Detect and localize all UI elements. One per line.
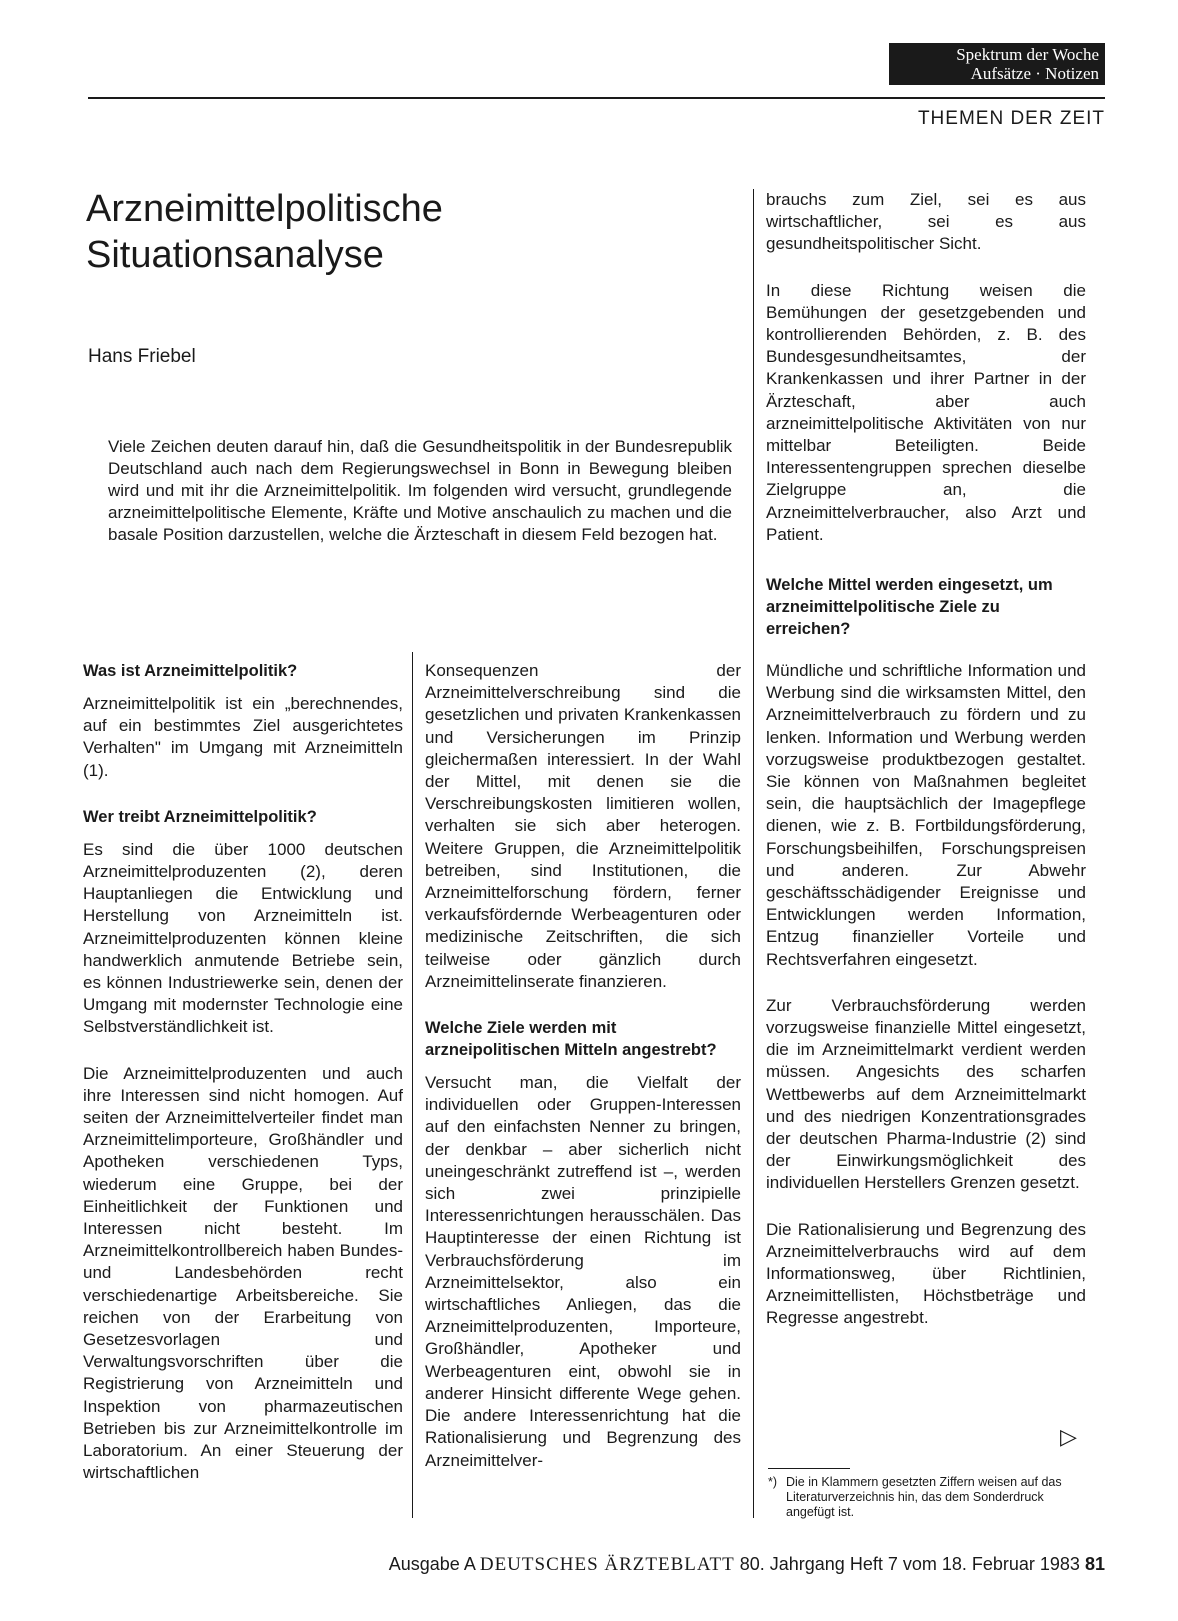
paragraph: In diese Richtung weisen die Bemühungen der gesetzgebenden und kontrollierenden Behörden, z. B. des Bundesgesundheitsamtes, der Krankenkassen und ihrer Partner in der Ärzteschaft, aber auch arzneimittelpolitische Aktivitäten von nur mittelbar Beteiligten. Beide Interessentengruppen sprechen dieselbe Zielgruppe an, die Arzneimittelverbraucher, also Arzt und Patient. — [766, 280, 1086, 544]
paragraph: Die Arzneimittelproduzenten und auch ihre Interessen sind nicht homogen. Auf seiten der Arzneimittelverteiler findet man Arzneimittelimporteure, Großhändler und Apotheken verschiedenen Typs, wiederum eine Gruppe, bei der Einheitlichkeit der Funktionen und Interessen nicht besteht. Im Arzneimittelkontrollbereich haben Bundes- und Landesbehörden recht verschiedenartige Arbeitsbereiche. Sie reichen von der Erarbeitung von Gesetzesvorlagen und Verwaltungsvorschriften über die Registrierung von Arzneimitteln und Inspektion von pharmazeutischen Betrieben bis zur Arzneimittelkontrolle im Laboratorium. An einer Steuerung der wirtschaftlichen — [83, 1063, 403, 1483]
subheading: Welche Ziele werden mit arzneipolitischen Mitteln angestrebt? — [425, 1019, 717, 1060]
section-label: THEMEN DER ZEIT — [917, 108, 1105, 129]
subheading: Wer treibt Arzneimittelpolitik? — [83, 807, 317, 826]
header-rule — [88, 97, 1105, 99]
footnote-mark: *) — [768, 1475, 778, 1489]
column-rule — [412, 652, 413, 1518]
footer-issue: 80. Jahrgang Heft 7 vom 18. Februar 1983 — [739, 1554, 1080, 1574]
page-footer — [262, 1554, 1105, 1576]
lead-paragraph: Viele Zeichen deuten darauf hin, daß die Gesundheitspolitik in der Bundesrepublik Deutschland auch nach dem Regierungswechsel in Bonn in Bewegung bleiben wird und mit ihr die Arzneimittelpolitik. Im folgenden wird versucht, grundlegende arzneimittelpolitische Elemente, Kräfte und Motive anschaulich zu machen und die basale Position darzustellen, welche die Ärzteschaft in diesem Feld bezogen hat. — [108, 437, 732, 544]
column-1 — [83, 660, 403, 1509]
paragraph: Versucht man, die Vielfalt der individuellen oder Gruppen-Interessen auf den einfachsten Nenner zu bringen, der denkbar – aber sicherlich nicht uneingeschränkt zutreffend ist –, werden sich zwei prinzipielle Interessenrichtungen herausschälen. Das Hauptinteresse der einen Richtung ist Verbrauchsförderung im Arzneimittelsektor, also ein wirtschaftliches Anliegen, das die Arzneimittelproduzenten, Importeure, Großhändler, Apotheker und Werbeagenturen eint, obwohl sie in anderer Hinsicht differente Wege gehen. Die andere Interessenrichtung hat die Rationalisierung und Begrenzung des Arzneimittelver- — [425, 1073, 741, 1470]
footnote — [768, 1475, 1086, 1520]
column-3-top — [766, 189, 1086, 651]
page-number: 81 — [1084, 1554, 1105, 1574]
footer-magazine: DEUTSCHES ÄRZTEBLATT — [479, 1554, 735, 1575]
column-2 — [425, 660, 741, 1496]
paragraph: Konsequenzen der Arzneimittelverschreibung sind die gesetzlichen und privaten Krankenkassen und Versicherungen im Prinzip gleichermaßen interessiert. In der Wahl der Mittel, mit denen sie die Verschreibungskosten limitieren wollen, verhalten sie sich aber heterogen. Weitere Gruppen, die Arzneimittelpolitik betreiben, sind Institutionen, die Arzneimittelforschung fördern, ferner verkaufsfördernde Werbeagenturen oder medizinische Zeitschriften, die sich teilweise oder gänzlich durch Arzneimittelinserate finanzieren. — [425, 661, 741, 991]
paragraph: Die Rationalisierung und Begrenzung des Arzneimittelverbrauchs wird auf dem Informationsweg, über Richtlinien, Arzneimittellisten, Höchstbeträge und Regresse angestrebt. — [766, 1219, 1086, 1328]
subheading: Welche Mittel werden eingesetzt, um arzneimittelpolitische Ziele zu erreichen? — [766, 576, 1053, 639]
section-badge — [889, 43, 1105, 85]
paragraph: Mündliche und schriftliche Information und Werbung sind die wirksamsten Mittel, den Arzneimittelverbrauch zu fördern und zu lenken. Information und Werbung werden vorzugsweise produktbezogen gestaltet. Sie können von Maßnahmen begleitet sein, die hauptsächlich der Imagepflege dienen, wie z. B. Fortbildungsförderung, Forschungsbeihilfen, Forschungspreisen und anderen. Zur Abwehr geschäftsschädigender Ereignisse und Entwicklungen werden Information, Entzug finanzieller Vorteile und Rechtsverfahren eingesetzt. — [766, 661, 1086, 969]
footnote-text: Die in Klammern gesetzten Ziffern weisen auf das Literaturverzeichnis hin, das dem Sonderdruck angefügt ist. — [786, 1475, 1062, 1519]
column-3 — [766, 660, 1086, 1354]
paragraph: Es sind die über 1000 deutschen Arzneimittelproduzenten (2), deren Hauptanliegen die Entwicklung und Herstellung von Arzneimitteln ist. Arzneimittelproduzenten können kleine handwerklich anmutende Betriebe sein, es können Industriewerke sein, denen der Umgang mit modernster Technologie eine Selbstverständlichkeit ist. — [83, 839, 403, 1037]
badge-line-1: Spektrum der Woche — [956, 45, 1099, 64]
article-title — [86, 186, 726, 278]
paragraph: Arzneimittelpolitik ist ein „berechnendes, auf ein bestimmtes Ziel ausgerichtetes Verhalten" im Umgang mit Arzneimitteln (1). — [83, 694, 403, 780]
continue-arrow-icon: ▷ — [1060, 1424, 1077, 1449]
title-line-2: Situationsanalyse — [86, 234, 384, 276]
paragraph: brauchs zum Ziel, sei es aus wirtschaftlicher, sei es aus gesundheitspolitischer Sicht. — [766, 190, 1086, 254]
subheading: Was ist Arzneimittelpolitik? — [83, 662, 298, 680]
badge-line-2: Aufsätze · Notizen — [970, 64, 1099, 83]
paragraph: Zur Verbrauchsförderung werden vorzugsweise finanzielle Mittel eingesetzt, die im Arzneimittelmarkt verdient werden müssen. Angesichts des scharfen Wettbewerbs auf dem Arzneimittelmarkt und des niedrigen Konzentrationsgrades der deutschen Pharma-Industrie (2) sind der Einwirkungsmöglichkeit des individuellen Herstellers Grenzen gesetzt. — [766, 995, 1086, 1193]
title-line-1: Arzneimittelpolitische — [86, 188, 443, 230]
column-rule — [753, 189, 754, 1518]
footer-edition: Ausgabe A — [388, 1554, 475, 1574]
author: Hans Friebel — [88, 346, 196, 367]
footnote-rule — [768, 1468, 850, 1469]
